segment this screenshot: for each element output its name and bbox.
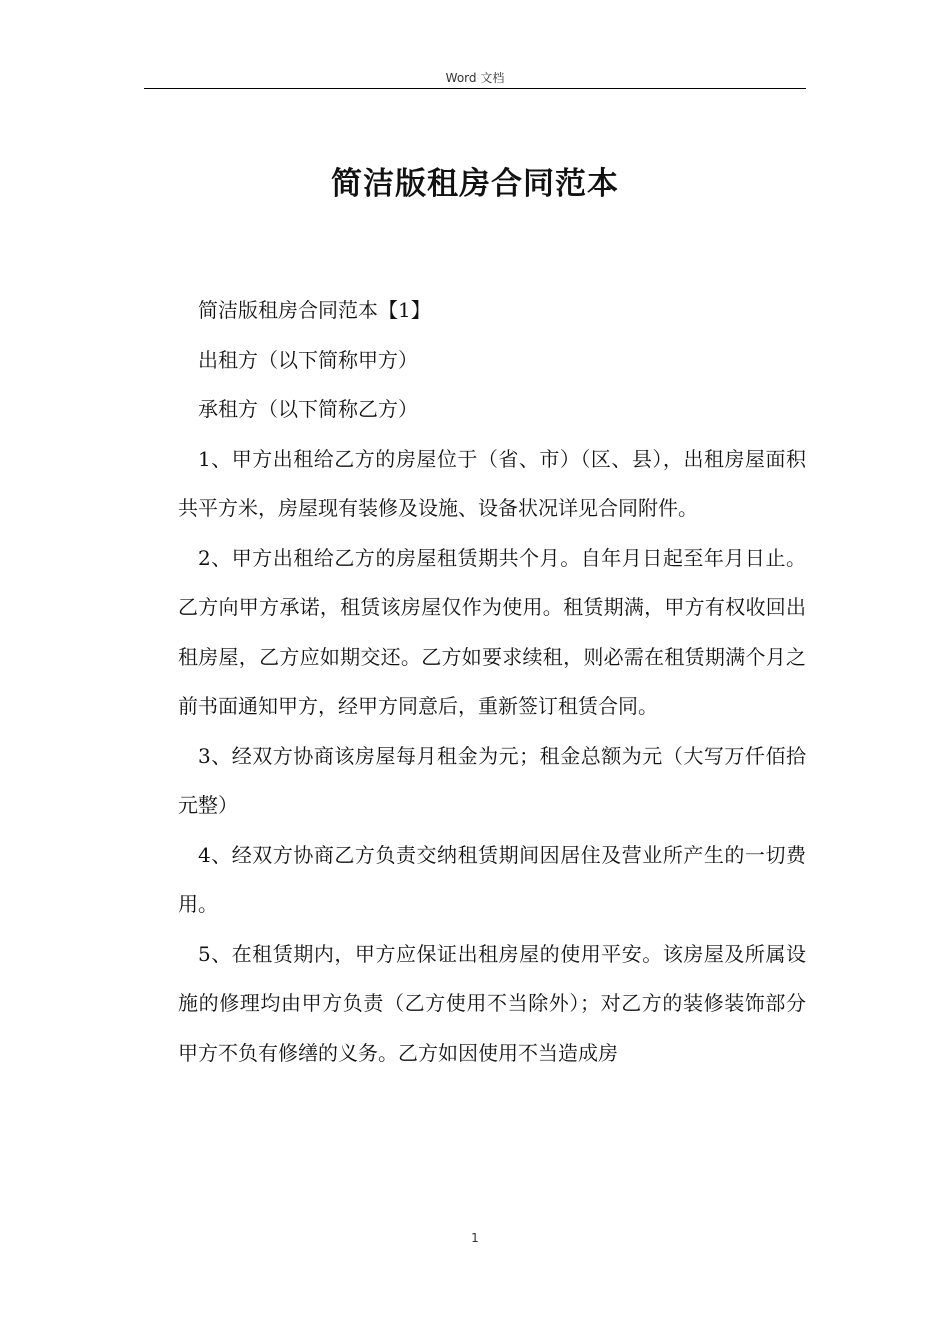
paragraph-lessor: 出租方（以下简称甲方）	[198, 347, 418, 372]
paragraph-clause-5: 5、在租赁期内，甲方应保证出租房屋的使用平安。该房屋及所属设施的修理均由甲方负责（乙方使用不当除外）；对乙方的装修装饰部分甲方不负有修缮的义务。乙方如因使用不当造成房	[178, 941, 806, 1065]
paragraph-clause-2: 2、甲方出租给乙方的房屋租赁期共个月。自年月日起至年月日止。乙方向甲方承诺，租赁该房屋仅作为使用。租赁期满，甲方有权收回出租房屋，乙方应如期交还。乙方如要求续租，则必需在租赁期满个月之前书面通知甲方，经甲方同意后，重新签订租赁合同。	[178, 545, 806, 718]
page-header-label: Word 文档	[445, 71, 505, 85]
document-title: 简洁版租房合同范本	[331, 166, 619, 202]
paragraph-clause-1: 1、甲方出租给乙方的房屋位于（省、市）（区、县），出租房屋面积共平方米，房屋现有装修及设施、设备状况详见合同附件。	[178, 446, 806, 520]
paragraph-clause-3: 3、经双方协商该房屋每月租金为元；租金总额为元（大写万仟佰拾元整）	[178, 743, 806, 817]
page-number: 1	[471, 1231, 479, 1245]
paragraph-lessee: 承租方（以下简称乙方）	[198, 397, 418, 421]
document-body	[178, 286, 806, 1078]
paragraph-clause-4: 4、经双方协商乙方负责交纳租赁期间因居住及营业所产生的一切费用。	[178, 842, 806, 916]
header-divider	[144, 88, 806, 89]
paragraph-contract-heading: 简洁版租房合同范本【1】	[198, 298, 431, 322]
